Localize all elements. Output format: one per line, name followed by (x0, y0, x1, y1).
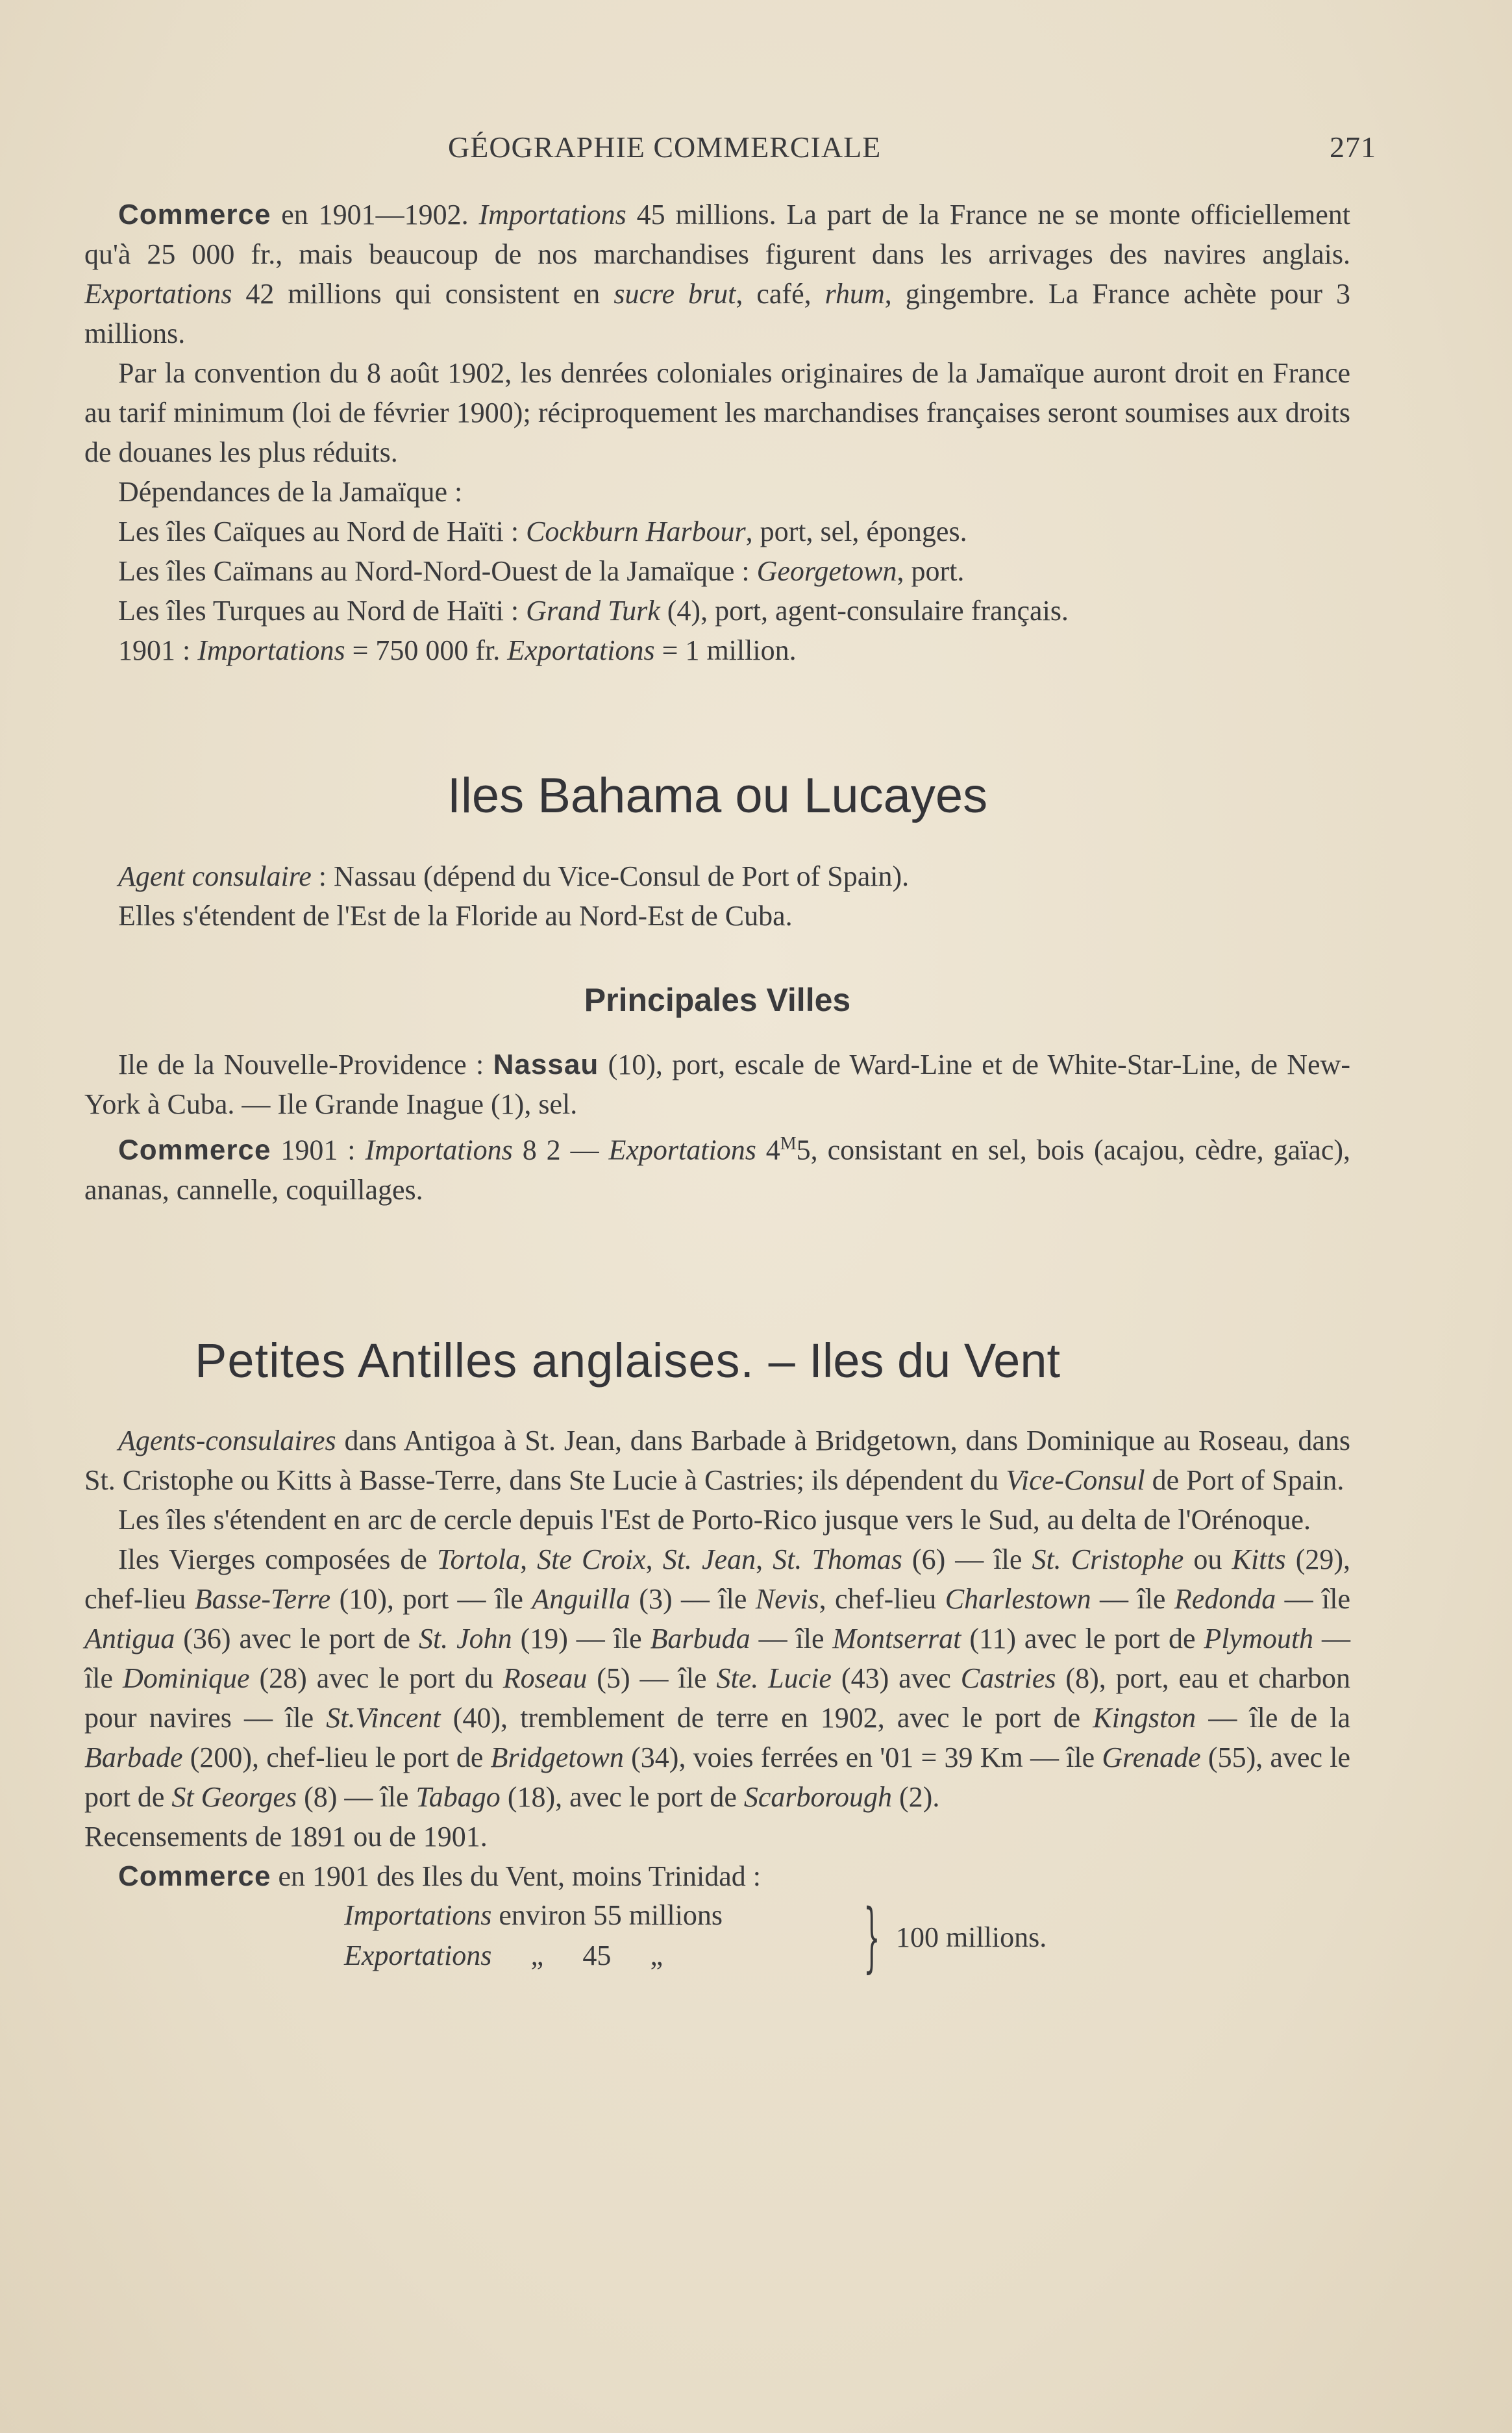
recensements-line: Recensements de 1891 ou de 1901. (84, 1820, 488, 1853)
principales-villes-heading: Principales Villes (584, 982, 851, 1018)
antilles-iles-paragraph: Iles Vierges composées de Tortola, Ste Croix, St. Jean, St. Thomas (6) — île St. Cristophe ou Kitts (29), chef-lieu Basse-Terre (10), port — île Anguilla (3) — île Nevis, chef-lieu Charlestown — île Redonda — île Antigua (36) avec le port de St. John (19) — île Barbuda — île Montserrat (11) avec le port de Plymouth — île Dominique (28) avec le port du Roseau (5) — île Ste. Lucie (43) avec Castries (8), port, eau et charbon pour navires — île St.Vincent (40), tremblement de terre en 1902, avec le port de Kingston — île de la Barbade (200), chef-lieu le port de Bridgetown (34), voies ferrées en '01 = 39 Km — île Grenade (55), avec le port de St Georges (8) — île Tabago (18), avec le port de Scarborough (2). (84, 1543, 1351, 1813)
caiques-line: Les îles Caïques au Nord de Haïti : Cockburn Harbour, port, sel, éponges. (118, 516, 967, 547)
bahama-commerce-paragraph: Commerce 1901 : Importations 8 2 — Exportations $4^M5$, consistant en sel, bois (acajou, cèdre, gaïac), ananas, cannelle, coquillages. (84, 1134, 1350, 1206)
convention-paragraph: Par la convention du 8 août 1902, les denrées coloniales originaires de la Jamaïque auront droit en France au tarif minimum (loi de février 1900); réciproquement les marchandises françaises seront soumises aux droits de douanes les plus réduits. (84, 357, 1350, 468)
exports-row: Exportations „ 45 „ (344, 1939, 663, 1971)
running-header (84, 123, 1376, 175)
bahama-villes-paragraph: Ile de la Nouvelle-Providence : Nassau (10), port, escale de Ward-Line et de White-Star-Line, de New-York à Cuba. — Ile Grande Inague (1), sel. (84, 1049, 1350, 1120)
turques-line: Les îles Turques au Nord de Haïti : Grand Turk (4), port, agent-consulaire français. (118, 595, 1069, 627)
jamaique-commerce-paragraph: Commerce en 1901—1902. Importations 45 millions. La part de la France ne se monte officiellement qu'à 25 000 fr., mais beaucoup de nos marchandises figurent dans les arrivages des navires anglais. Exportations 42 millions qui consistent en sucre brut, café, rhum, gingembre. La France achète pour 3 millions. (84, 199, 1351, 349)
petites-antilles-heading: Petites Antilles anglaises. – Iles du Vent (195, 1333, 1061, 1388)
brace-symbol: } (863, 1893, 880, 1981)
bahama-extent-line: Elles s'étendent de l'Est de la Floride au Nord-Est de Cuba. (118, 900, 793, 932)
bahama-agent-line: Agent consulaire : Nassau (dépend du Vice-Consul de Port of Spain). (118, 860, 910, 892)
running-title: GÉOGRAPHIE COMMERCIALE (448, 131, 882, 164)
antilles-commerce-line: Commerce en 1901 des Iles du Vent, moins Trinidad : (118, 1860, 761, 1892)
page-number: 271 (1330, 131, 1376, 164)
dependances-heading: Dépendances de la Jamaïque : (118, 476, 463, 508)
page-content (84, 123, 1376, 1981)
bahama-heading: Iles Bahama ou Lucayes (447, 768, 988, 823)
caimans-line: Les îles Caïmans au Nord-Nord-Ouest de la Jamaïque : Georgetown, port. (118, 555, 965, 587)
dependances-stats: 1901 : Importations = 750 000 fr. Exportations = 1 million. (118, 634, 797, 666)
imports-row: Importations environ 55 millions (344, 1899, 723, 1931)
antilles-commerce-table (344, 1893, 1350, 1981)
commerce-label: Commerce (118, 199, 271, 231)
commerce-total: 100 millions. (896, 1921, 1047, 1953)
antilles-agents-paragraph: Agents-consulaires dans Antigoa à St. Jean, dans Barbade à Bridgetown, dans Dominique au Roseau, dans St. Cristophe ou Kitts à Basse-Terre, dans Ste Lucie à Castries; ils dépendent du Vice-Consul de Port of Spain. (84, 1424, 1350, 1496)
antilles-extent-paragraph: Les îles s'étendent en arc de cercle depuis l'Est de Porto-Rico jusque vers le Sud, au delta de l'Orénoque. (118, 1503, 1311, 1536)
